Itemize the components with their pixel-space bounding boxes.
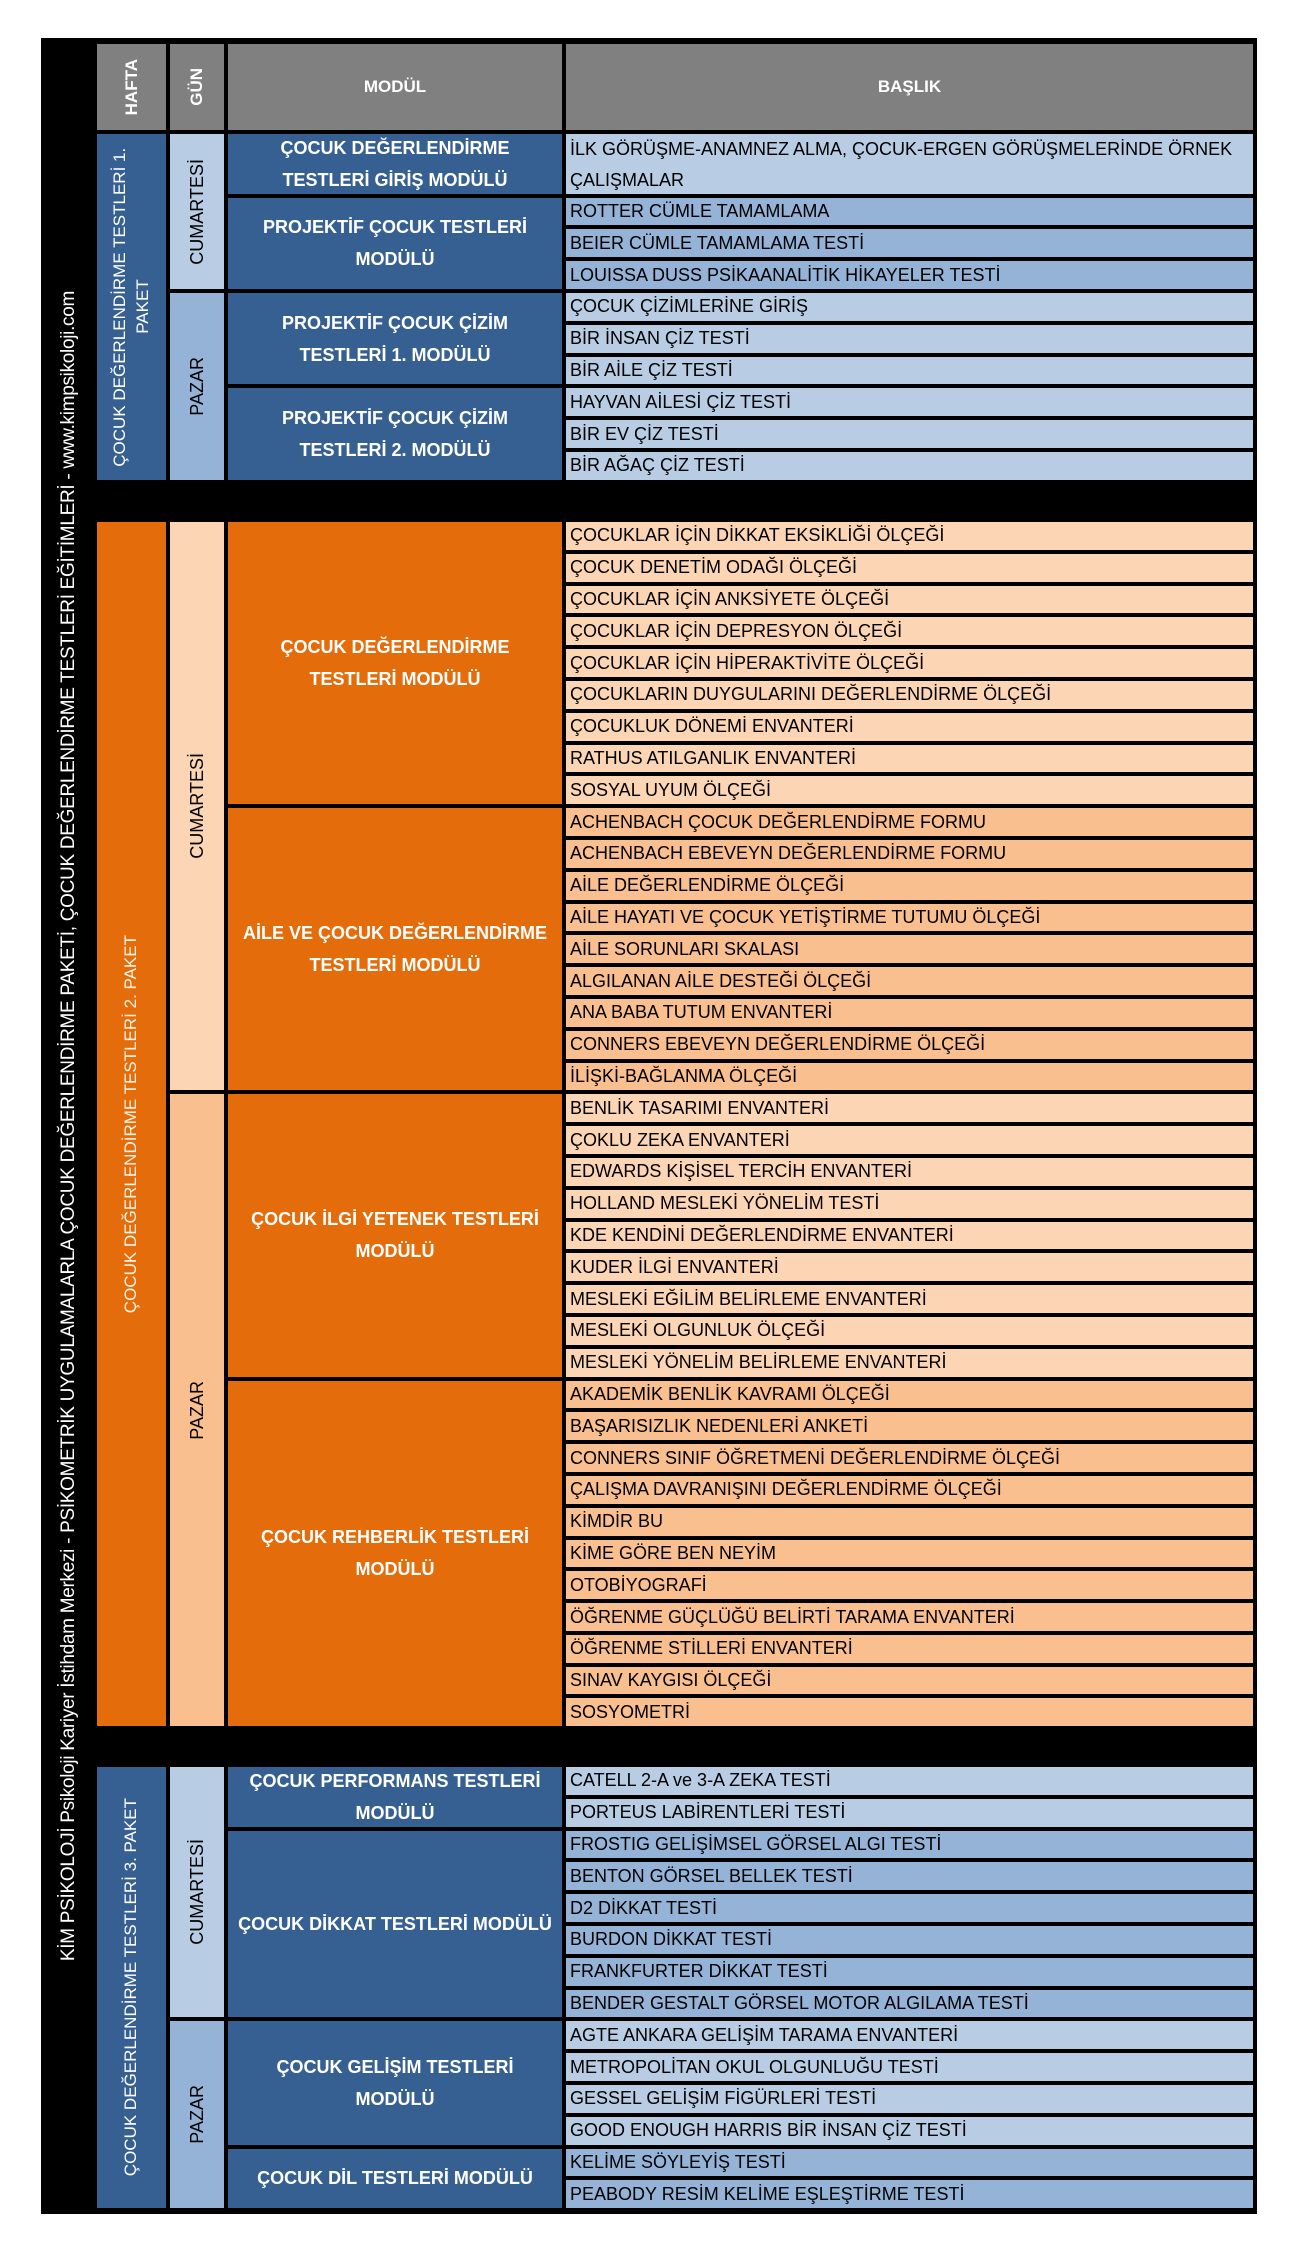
title-row: AİLE HAYATI VE ÇOCUK YETİŞTİRME TUTUMU ÖLÇEĞİ xyxy=(566,904,1253,932)
title-row: KİMDİR BU xyxy=(566,1508,1253,1536)
title-row: HOLLAND MESLEKİ YÖNELİM TESTİ xyxy=(566,1190,1253,1218)
title-row: BENDER GESTALT GÖRSEL MOTOR ALGILAMA TESTİ xyxy=(566,1990,1253,2018)
header-module: MODÜL xyxy=(228,44,562,130)
day-cell xyxy=(170,293,224,480)
title-row: ÇOCUKLUK DÖNEMİ ENVANTERİ xyxy=(566,713,1253,741)
side-banner xyxy=(41,38,96,2214)
title-row: GESSEL GELİŞİM FİGÜRLERİ TESTİ xyxy=(566,2085,1253,2113)
week-cell xyxy=(97,134,166,480)
title-row: MESLEKİ YÖNELİM BELİRLEME ENVANTERİ xyxy=(566,1349,1253,1377)
title-row: İLİŞKİ-BAĞLANMA ÖLÇEĞİ xyxy=(566,1063,1253,1091)
header-title: BAŞLIK xyxy=(566,44,1253,130)
title-row: KUDER İLGİ ENVANTERİ xyxy=(566,1253,1253,1281)
header-day xyxy=(170,44,224,130)
side-banner-text: KİM PSİKOLOJİ Psikoloji Kariyer İstihdam Merkezi - PSİKOMETRİK UYGULAMALARLA ÇOCUK DEĞERLENDİRME PAKETİ, ÇOCUK DEĞERLENDİRME TESTLERİ EĞİTİMLERİ - www.kimpsikoloji.com xyxy=(57,290,79,1962)
module-cell: ÇOCUK İLGİ YETENEK TESTLERİ MODÜLÜ xyxy=(228,1094,562,1376)
module-cell: ÇOCUK DEĞERLENDİRME TESTLERİ GİRİŞ MODÜLÜ xyxy=(228,134,562,194)
title-row: MESLEKİ EĞİLİM BELİRLEME ENVANTERİ xyxy=(566,1285,1253,1313)
title-row: PORTEUS LABİRENTLERİ TESTİ xyxy=(566,1799,1253,1827)
title-row: BEIER CÜMLE TAMAMLAMA TESTİ xyxy=(566,229,1253,257)
title-row: BURDON DİKKAT TESTİ xyxy=(566,1926,1253,1954)
title-row: AİLE SORUNLARI SKALASI xyxy=(566,935,1253,963)
day-cell xyxy=(170,134,224,289)
title-row: ÇOCUKLAR İÇİN HİPERAKTİVİTE ÖLÇEĞİ xyxy=(566,649,1253,677)
title-row: SOSYOMETRİ xyxy=(566,1698,1253,1726)
week-label: ÇOCUK DEĞERLENDİRME TESTLERİ 3. PAKET xyxy=(121,1798,141,2177)
title-row: OTOBİYOGRAFİ xyxy=(566,1571,1253,1599)
title-row: PEABODY RESİM KELİME EŞLEŞTİRME TESTİ xyxy=(566,2180,1253,2208)
day-cell xyxy=(170,2021,224,2208)
title-row: ÇOCUKLARIN DUYGULARINI DEĞERLENDİRME ÖLÇEĞİ xyxy=(566,681,1253,709)
week-cell xyxy=(97,522,166,1726)
day-label: CUMARTESİ xyxy=(186,753,207,860)
title-row: FROSTIG GELİŞİMSEL GÖRSEL ALGI TESTİ xyxy=(566,1831,1253,1859)
day-cell xyxy=(170,1767,224,2017)
title-row: ROTTER CÜMLE TAMAMLAMA xyxy=(566,198,1253,226)
title-row: LOUISSA DUSS PSİKAANALİTİK HİKAYELER TESTİ xyxy=(566,261,1253,289)
module-cell: ÇOCUK DİKKAT TESTLERİ MODÜLÜ xyxy=(228,1831,562,2018)
package-section-3 xyxy=(97,1767,1253,2208)
module-cell: ÇOCUK DİL TESTLERİ MODÜLÜ xyxy=(228,2149,562,2209)
package-section-2 xyxy=(97,522,1253,1726)
title-row: KELİME SÖYLEYİŞ TESTİ xyxy=(566,2149,1253,2177)
module-cell: ÇOCUK PERFORMANS TESTLERİ MODÜLÜ xyxy=(228,1767,562,1827)
day-label: PAZAR xyxy=(186,357,207,416)
day-label: PAZAR xyxy=(186,2085,207,2145)
title-row: GOOD ENOUGH HARRIS BİR İNSAN ÇİZ TESTİ xyxy=(566,2117,1253,2145)
week-cell xyxy=(97,1767,166,2208)
title-row: BENLİK TASARIMI ENVANTERİ xyxy=(566,1094,1253,1122)
title-row: ANA BABA TUTUM ENVANTERİ xyxy=(566,999,1253,1027)
title-row: BAŞARISIZLIK NEDENLERİ ANKETİ xyxy=(566,1412,1253,1440)
title-row: HAYVAN AİLESİ ÇİZ TESTİ xyxy=(566,388,1253,416)
header-day-label: GÜN xyxy=(187,68,206,106)
module-cell: AİLE VE ÇOCUK DEĞERLENDİRME TESTLERİ MODÜLÜ xyxy=(228,808,562,1090)
title-row: MESLEKİ OLGUNLUK ÖLÇEĞİ xyxy=(566,1317,1253,1345)
title-row: SOSYAL UYUM ÖLÇEĞİ xyxy=(566,776,1253,804)
title-row: ALGILANAN AİLE DESTEĞİ ÖLÇEĞİ xyxy=(566,967,1253,995)
day-label: PAZAR xyxy=(186,1380,207,1440)
title-row: AİLE DEĞERLENDİRME ÖLÇEĞİ xyxy=(566,872,1253,900)
title-row: ÇOCUK DENETİM ODAĞI ÖLÇEĞİ xyxy=(566,554,1253,582)
title-row: CONNERS EBEVEYN DEĞERLENDİRME ÖLÇEĞİ xyxy=(566,1031,1253,1059)
title-row: ÇOCUKLAR İÇİN DEPRESYON ÖLÇEĞİ xyxy=(566,617,1253,645)
day-cell xyxy=(170,522,224,1090)
module-cell: PROJEKTİF ÇOCUK TESTLERİ MODÜLÜ xyxy=(228,198,562,289)
title-row: ACHENBACH EBEVEYN DEĞERLENDİRME FORMU xyxy=(566,840,1253,868)
title-row: ÇOCUK ÇİZİMLERİNE GİRİŞ xyxy=(566,293,1253,321)
title-row: BENTON GÖRSEL BELLEK TESTİ xyxy=(566,1862,1253,1890)
title-row: ÖĞRENME STİLLERİ ENVANTERİ xyxy=(566,1635,1253,1663)
title-row: ÇOKLU ZEKA ENVANTERİ xyxy=(566,1126,1253,1154)
title-row: CATELL 2-A ve 3-A ZEKA TESTİ xyxy=(566,1767,1253,1795)
title-row: BİR EV ÇİZ TESTİ xyxy=(566,420,1253,448)
title-row: EDWARDS KİŞİSEL TERCİH ENVANTERİ xyxy=(566,1158,1253,1186)
module-cell: ÇOCUK GELİŞİM TESTLERİ MODÜLÜ xyxy=(228,2021,562,2144)
title-row: ÖĞRENME GÜÇLÜĞÜ BELİRTİ TARAMA ENVANTERİ xyxy=(566,1603,1253,1631)
week-label: ÇOCUK DEĞERLENDİRME TESTLERİ 1. PAKET xyxy=(109,147,152,467)
table-header xyxy=(97,44,1253,130)
title-row: ÇALIŞMA DAVRANIŞINI DEĞERLENDİRME ÖLÇEĞİ xyxy=(566,1476,1253,1504)
title-row: FRANKFURTER DİKKAT TESTİ xyxy=(566,1958,1253,1986)
title-row: BİR İNSAN ÇİZ TESTİ xyxy=(566,325,1253,353)
title-row: ÇOCUKLAR İÇİN DİKKAT EKSİKLİĞİ ÖLÇEĞİ xyxy=(566,522,1253,550)
day-label: CUMARTESİ xyxy=(186,158,207,265)
schedule-frame xyxy=(41,38,1257,2214)
day-cell xyxy=(170,1094,224,1726)
module-cell: ÇOCUK DEĞERLENDİRME TESTLERİ MODÜLÜ xyxy=(228,522,562,804)
week-label: ÇOCUK DEĞERLENDİRME TESTLERİ 2. PAKET xyxy=(121,935,141,1314)
title-row: AGTE ANKARA GELİŞİM TARAMA ENVANTERİ xyxy=(566,2021,1253,2049)
title-row: BİR AĞAÇ ÇİZ TESTİ xyxy=(566,452,1253,480)
package-section-1 xyxy=(97,134,1253,480)
header-week xyxy=(97,44,166,130)
title-row: D2 DİKKAT TESTİ xyxy=(566,1894,1253,1922)
title-row: ÇOCUKLAR İÇİN ANKSİYETE ÖLÇEĞİ xyxy=(566,586,1253,614)
module-cell: PROJEKTİF ÇOCUK ÇİZİM TESTLERİ 2. MODÜLÜ xyxy=(228,388,562,479)
title-row: RATHUS ATILGANLIK ENVANTERİ xyxy=(566,745,1253,773)
title-row: SINAV KAYGISI ÖLÇEĞİ xyxy=(566,1667,1253,1695)
title-row: AKADEMİK BENLİK KAVRAMI ÖLÇEĞİ xyxy=(566,1381,1253,1409)
title-row: KİME GÖRE BEN NEYİM xyxy=(566,1540,1253,1568)
title-row: KDE KENDİNİ DEĞERLENDİRME ENVANTERİ xyxy=(566,1222,1253,1250)
header-week-label: HAFTA xyxy=(121,58,141,116)
title-row: İLK GÖRÜŞME-ANAMNEZ ALMA, ÇOCUK-ERGEN GÖRÜŞMELERİNDE ÖRNEK ÇALIŞMALAR xyxy=(566,134,1253,194)
day-label: CUMARTESİ xyxy=(186,1839,207,1946)
title-row: METROPOLİTAN OKUL OLGUNLUĞU TESTİ xyxy=(566,2053,1253,2081)
module-cell: ÇOCUK REHBERLİK TESTLERİ MODÜLÜ xyxy=(228,1381,562,1727)
title-row: ACHENBACH ÇOCUK DEĞERLENDİRME FORMU xyxy=(566,808,1253,836)
title-row: CONNERS SINIF ÖĞRETMENİ DEĞERLENDİRME ÖLÇEĞİ xyxy=(566,1444,1253,1472)
module-cell: PROJEKTİF ÇOCUK ÇİZİM TESTLERİ 1. MODÜLÜ xyxy=(228,293,562,384)
title-row: BİR AİLE ÇİZ TESTİ xyxy=(566,357,1253,385)
